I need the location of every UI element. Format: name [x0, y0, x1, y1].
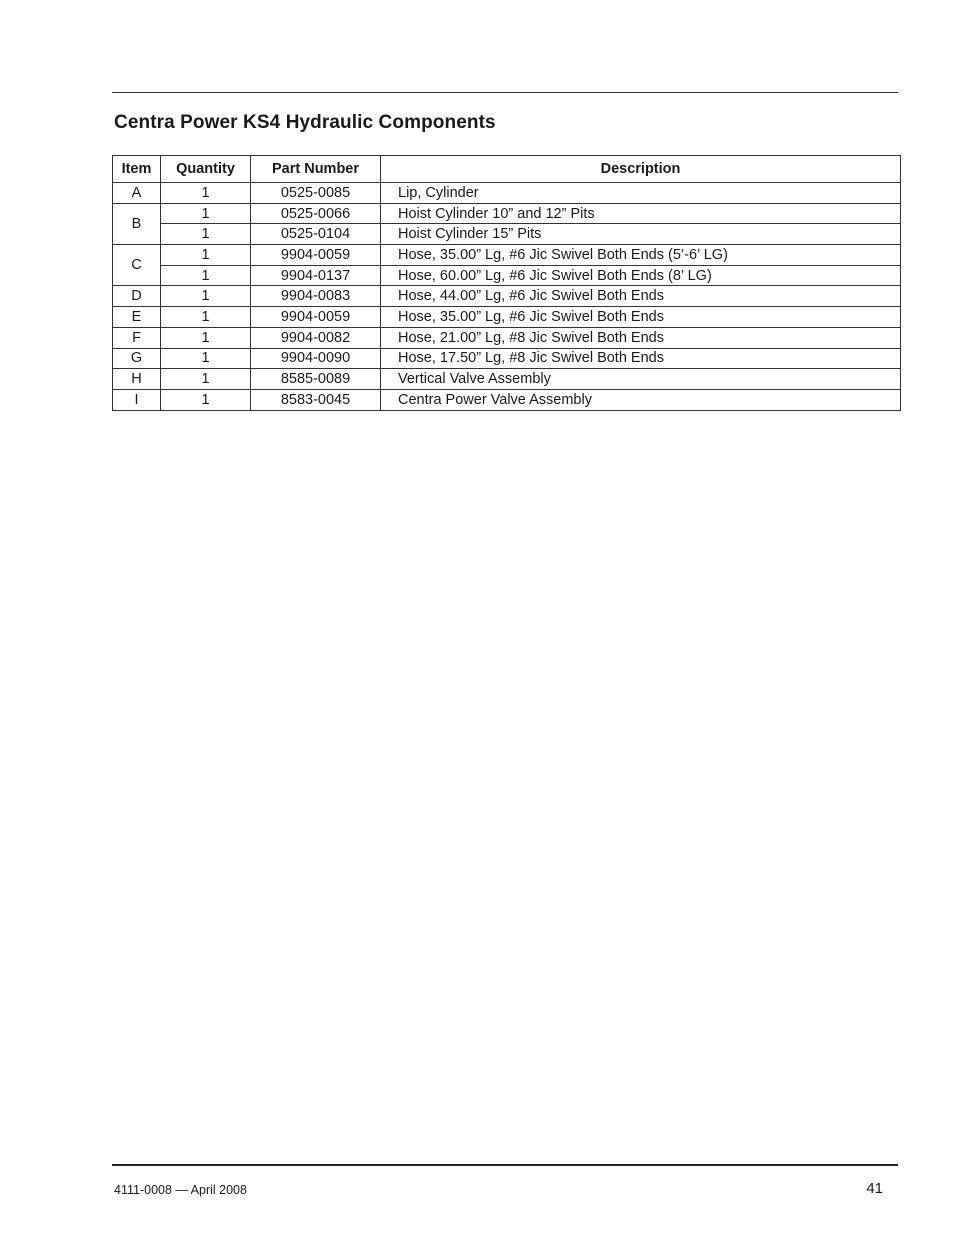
- cell-part-number: 0525-0066: [251, 203, 381, 224]
- cell-part-number: 9904-0137: [251, 265, 381, 286]
- table-row: [113, 389, 901, 410]
- footer-doc-info: 4111-0008 — April 2008: [114, 1183, 247, 1197]
- cell-description: Centra Power Valve Assembly: [381, 389, 901, 410]
- header-row: [113, 156, 901, 183]
- page-number: 41: [866, 1180, 883, 1197]
- top-rule: [112, 92, 898, 93]
- cell-item: H: [113, 369, 161, 390]
- cell-quantity: 1: [161, 369, 251, 390]
- cell-item: C: [113, 245, 161, 286]
- cell-part-number: 9904-0083: [251, 286, 381, 307]
- table-row: [113, 224, 901, 245]
- cell-description: Vertical Valve Assembly: [381, 369, 901, 390]
- cell-quantity: 1: [161, 265, 251, 286]
- cell-description: Hose, 35.00” Lg, #6 Jic Swivel Both Ends (5’-6’ LG): [381, 245, 901, 266]
- table-row: [113, 369, 901, 390]
- cell-item: F: [113, 327, 161, 348]
- header-quantity: Quantity: [161, 156, 251, 183]
- cell-part-number: 8583-0045: [251, 389, 381, 410]
- cell-item: A: [113, 183, 161, 204]
- cell-quantity: 1: [161, 245, 251, 266]
- cell-description: Hose, 44.00” Lg, #6 Jic Swivel Both Ends: [381, 286, 901, 307]
- cell-description: Lip, Cylinder: [381, 183, 901, 204]
- cell-quantity: 1: [161, 203, 251, 224]
- header-description: Description: [381, 156, 901, 183]
- cell-part-number: 8585-0089: [251, 369, 381, 390]
- table-body: [113, 183, 901, 411]
- bottom-rule: [112, 1164, 898, 1166]
- cell-description: Hoist Cylinder 10” and 12” Pits: [381, 203, 901, 224]
- cell-part-number: 0525-0085: [251, 183, 381, 204]
- cell-part-number: 0525-0104: [251, 224, 381, 245]
- table-row: [113, 286, 901, 307]
- cell-part-number: 9904-0059: [251, 307, 381, 328]
- cell-quantity: 1: [161, 183, 251, 204]
- table-row: [113, 327, 901, 348]
- cell-quantity: 1: [161, 307, 251, 328]
- cell-item: B: [113, 203, 161, 244]
- cell-item: E: [113, 307, 161, 328]
- table-row: [113, 348, 901, 369]
- table-row: [113, 265, 901, 286]
- table-row: [113, 245, 901, 266]
- cell-part-number: 9904-0090: [251, 348, 381, 369]
- header-item: Item: [113, 156, 161, 183]
- page-title: Centra Power KS4 Hydraulic Components: [114, 112, 496, 133]
- table-header: [113, 156, 901, 183]
- cell-item: I: [113, 389, 161, 410]
- header-part-number: Part Number: [251, 156, 381, 183]
- cell-description: Hose, 21.00” Lg, #8 Jic Swivel Both Ends: [381, 327, 901, 348]
- cell-quantity: 1: [161, 286, 251, 307]
- cell-quantity: 1: [161, 327, 251, 348]
- cell-item: G: [113, 348, 161, 369]
- cell-description: Hose, 35.00” Lg, #6 Jic Swivel Both Ends: [381, 307, 901, 328]
- cell-description: Hose, 60.00” Lg, #6 Jic Swivel Both Ends (8’ LG): [381, 265, 901, 286]
- cell-part-number: 9904-0082: [251, 327, 381, 348]
- table-row: [113, 203, 901, 224]
- cell-description: Hose, 17.50” Lg, #8 Jic Swivel Both Ends: [381, 348, 901, 369]
- table-row: [113, 183, 901, 204]
- cell-quantity: 1: [161, 224, 251, 245]
- cell-description: Hoist Cylinder 15” Pits: [381, 224, 901, 245]
- cell-item: D: [113, 286, 161, 307]
- cell-quantity: 1: [161, 389, 251, 410]
- cell-quantity: 1: [161, 348, 251, 369]
- table-row: [113, 307, 901, 328]
- parts-table: [112, 155, 901, 411]
- cell-part-number: 9904-0059: [251, 245, 381, 266]
